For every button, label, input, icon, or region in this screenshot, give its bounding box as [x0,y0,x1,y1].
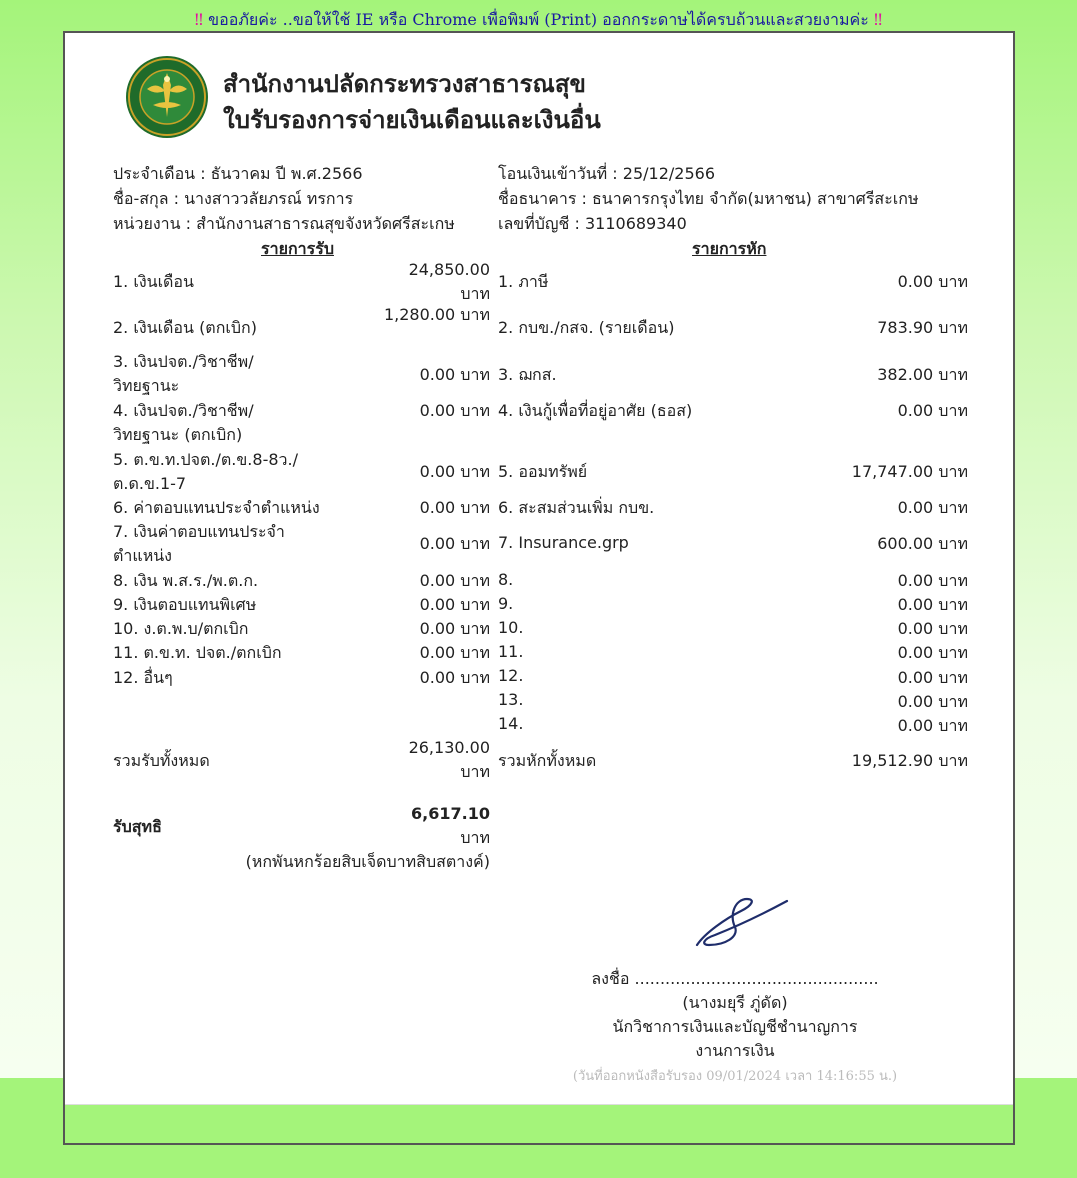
income-heading: รายการรับ [261,239,334,258]
income-item-amount: 0.00 บาท [419,462,490,481]
organization-name: สำนักงานปลัดกระทรวงสาธารณสุข [223,70,586,98]
page-footer-band [65,1104,1013,1143]
income-item-label: 1. เงินเดือน [113,272,194,291]
income-total-label: รวมรับทั้งหมด [113,751,210,770]
signature-line: ลงชื่อ ................................................ [591,969,879,988]
income-item-amount: 1,280.00 บาท [383,305,490,324]
income-item-amount: 0.00 บาท [419,619,490,638]
deduction-item-amount: 0.00 บาท [897,716,968,735]
deduction-heading: รายการหัก [692,239,767,258]
deduction-item-label: 5. ออมทรัพย์ [498,462,588,481]
deduction-item-label: 3. ฌกส. [498,365,557,384]
deduction-total-amount: 19,512.90 บาท [851,751,968,770]
deduction-total-label: รวมหักทั้งหมด [498,751,597,770]
deduction-item-amount: 0.00 บาท [897,619,968,638]
income-item-label: 7. เงินค่าตอบแทนประจำ ตำแหน่ง [113,522,285,565]
income-item-label: 2. เงินเดือน (ตกเบิก) [113,318,257,337]
deduction-item-amount: 382.00 บาท [877,365,968,384]
deduction-item-label: 12. [498,666,524,685]
deduction-item-label: 10. [498,618,524,637]
income-item-amount: 0.00 บาท [419,534,490,553]
deduction-item-label: 14. [498,714,524,733]
income-item-amount: 0.00 บาท [419,401,490,420]
deduction-item-label: 6. สะสมส่วนเพิ่ม กบข. [498,498,655,517]
income-item-amount: 0.00 บาท [419,498,490,517]
account-number: เลขที่บัญชี : 3110689340 [498,214,687,233]
deduction-item-amount: 0.00 บาท [897,692,968,711]
warning-icon: ‼ [194,10,204,29]
net-pay-unit: บาท [460,828,490,847]
deduction-item-amount: 783.90 บาท [877,318,968,337]
certificate-paper [63,31,1015,1145]
deduction-item-amount: 0.00 บาท [897,595,968,614]
income-item-label: 9. เงินตอบแทนพิเศษ [113,595,257,614]
income-item-amount: 0.00 บาท [419,365,490,384]
income-item-label: 8. เงิน พ.ส.ร./พ.ต.ก. [113,571,259,590]
signer-department: งานการเงิน [695,1041,775,1060]
income-total-amount: 26,130.00 บาท [408,738,490,781]
pay-month: ประจำเดือน : ธันวาคม ปี พ.ศ.2566 [113,164,363,183]
employee-name: ชื่อ-สกุล : นางสาววลัยภรณ์ ทรการ [113,189,354,208]
net-pay-amount: 6,617.10 [411,804,490,823]
transfer-date: โอนเงินเข้าวันที่ : 25/12/2566 [498,164,715,183]
print-notice [0,8,1077,33]
income-item-label: 11. ต.ข.ท. ปจต./ตกเบิก [113,643,282,662]
net-pay-label: รับสุทธิ [113,817,162,836]
print-notice-text: ขออภัยค่ะ ..ขอให้ใช้ IE หรือ Chrome เพื่อพิมพ์ (Print) ออกกระดาษได้ครบถ้วนและสวยงามค่ะ [203,10,874,29]
deduction-item-label: 4. เงินกู้เพื่อที่อยู่อาศัย (ธอส) [498,401,693,420]
income-item-label: 3. เงินปจต./วิชาชีพ/ วิทยฐานะ [113,352,254,395]
signer-name: (นางมยุรี ภู่ดัด) [682,993,788,1012]
deduction-item-amount: 17,747.00 บาท [851,462,968,481]
deduction-item-label: 1. ภาษี [498,272,549,291]
work-unit: หน่วยงาน : สำนักงานสาธารณสุขจังหวัดศรีสะเกษ [113,214,455,233]
income-item-amount: 0.00 บาท [419,571,490,590]
income-item-amount: 0.00 บาท [419,595,490,614]
income-item-label: 12. อื่นๆ [113,668,173,687]
signer-position: นักวิชาการเงินและบัญชีชำนาญการ [612,1017,858,1036]
warning-icon: ‼ [873,10,883,29]
income-item-amount: 0.00 บาท [419,643,490,662]
handwritten-signature-icon [695,893,790,953]
deduction-item-label: 11. [498,642,524,661]
deduction-item-amount: 0.00 บาท [897,401,968,420]
income-item-label: 5. ต.ข.ท.ปจต./ต.ข.8-8ว./ ต.ด.ข.1-7 [113,450,298,493]
deduction-item-label: 9. [498,594,514,613]
income-item-label: 4. เงินปจต./วิชาชีพ/ วิทยฐานะ (ตกเบิก) [113,401,254,444]
deduction-item-amount: 600.00 บาท [877,534,968,553]
moph-seal-icon [125,55,209,139]
deduction-item-label: 7. Insurance.grp [498,533,629,552]
deduction-item-label: 2. กบข./กสจ. (รายเดือน) [498,318,675,337]
income-item-label: 10. ง.ต.พ.บ/ตกเบิก [113,619,249,638]
income-item-amount: 24,850.00 บาท [408,260,490,303]
deduction-item-amount: 0.00 บาท [897,498,968,517]
net-pay-in-words: (หกพันหกร้อยสิบเจ็ดบาทสิบสตางค์) [245,852,490,871]
income-item-amount: 0.00 บาท [419,668,490,687]
deduction-item-label: 8. [498,570,514,589]
document-header [223,66,601,138]
document-title: ใบรับรองการจ่ายเงินเดือนและเงินอื่น [223,106,601,134]
deduction-item-amount: 0.00 บาท [897,272,968,291]
deduction-item-amount: 0.00 บาท [897,571,968,590]
issue-timestamp: (วันที่ออกหนังสือรับรอง 09/01/2024 เวลา 14:16:55 น.) [572,1069,898,1084]
deduction-item-label: 13. [498,690,524,709]
deduction-item-amount: 0.00 บาท [897,668,968,687]
deduction-item-amount: 0.00 บาท [897,643,968,662]
bank-name: ชื่อธนาคาร : ธนาคารกรุงไทย จำกัด(มหาชน) สาขาศรีสะเกษ [498,189,919,208]
income-item-label: 6. ค่าตอบแทนประจำตำแหน่ง [113,498,320,517]
